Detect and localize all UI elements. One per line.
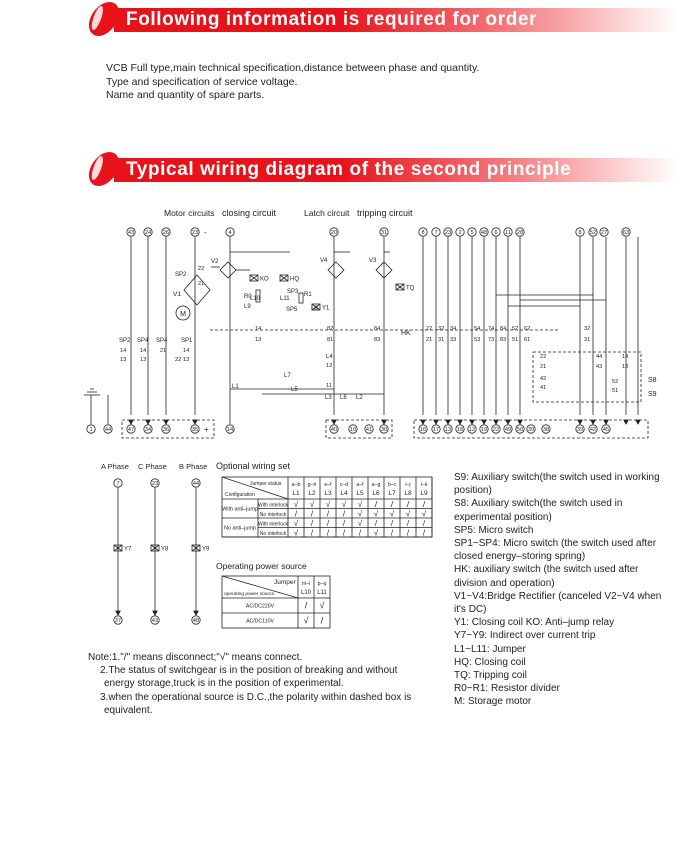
terminal-label: 10 [349, 427, 357, 434]
wire-number: 41 [540, 385, 547, 391]
legend-item: SP1~SP4: Micro switch (the switch used after closed energy–storing spring) [454, 538, 657, 563]
jumper-pair: c–d [339, 482, 349, 488]
notes [88, 651, 428, 717]
terminal-label: 22 [492, 427, 500, 434]
wire-number: 22 [175, 357, 182, 363]
cell-mark: / [390, 519, 394, 528]
terminal-label: 39 [527, 427, 535, 434]
power-header-jumper: Jumper [274, 579, 296, 586]
row-sub: No interlock [259, 531, 287, 537]
terminal-label: 50 [516, 427, 524, 434]
terminal-label: 4 [228, 230, 232, 237]
order-info-line: Name and quantity of spare parts. [106, 89, 265, 101]
wire-number: 14 [622, 354, 629, 360]
contact-label: SP5 [286, 307, 298, 313]
arrow-icon [494, 420, 498, 424]
contact-label: SP4 [137, 338, 149, 344]
group-name: With anti–jump [222, 506, 258, 513]
terminal-label: 24 [144, 230, 152, 237]
jumper-id: L2 [308, 490, 316, 497]
terminal-label: 40 [330, 427, 338, 434]
jumper-pair: e–f [324, 482, 332, 488]
note-item: 3.when the operational source is D.C.,the polarity within dashed box is equivalent. [100, 691, 412, 716]
wire-number: 14 [255, 326, 262, 332]
terminal-label: 16 [419, 427, 427, 434]
jumper-pair: a–g [371, 482, 381, 488]
wire-number: 13 [255, 337, 262, 343]
terminal-label: 8 [578, 230, 582, 237]
plus-sign: + [204, 425, 209, 434]
cell-mark: / [310, 519, 314, 528]
order-info-line: VCB Full type,main technical specification,distance between phase and quantity. [106, 62, 480, 74]
power-jumper-id: L10 [300, 590, 312, 596]
wire-number: 14 [183, 348, 190, 354]
legend [454, 471, 669, 709]
wire-number: 22 [426, 326, 433, 332]
jumper-id: L9 [420, 490, 428, 497]
wire-number: 43 [596, 364, 603, 370]
cell-mark: √ [309, 500, 315, 509]
cell-mark: / [390, 500, 394, 509]
legend-item: Y1: Closing coil KO: Anti–jump relay [454, 617, 615, 629]
motor-label: M [180, 311, 186, 318]
cell-mark: / [390, 528, 394, 538]
arrow-icon [421, 420, 425, 424]
contact-label: SP2 [175, 272, 187, 278]
cell-mark: / [406, 519, 410, 528]
terminal-label: 18 [456, 427, 464, 434]
contact-label: L4 [326, 354, 333, 360]
cell-mark: √ [373, 528, 379, 538]
arrow-icon [591, 420, 595, 424]
terminal-label: 8 [421, 230, 425, 237]
coil-label: Y1 [322, 305, 330, 312]
wire-number: 21 [426, 337, 433, 343]
cell-mark: / [326, 519, 330, 528]
arrow-icon [194, 611, 198, 615]
group-name: No anti–jump [224, 525, 256, 532]
terminal-label: 63 [622, 230, 630, 237]
jumper-pair: i–j [405, 482, 411, 488]
order-info-line: Type and specification of service voltage. [106, 75, 298, 88]
terminal-label: 45 [602, 427, 610, 434]
cell-mark: / [310, 509, 314, 519]
latch-circuit-label: Latch circuit [304, 208, 350, 218]
v3-label: V3 [369, 258, 377, 264]
terminal-label: 48 [480, 230, 488, 237]
arrow-icon [518, 420, 522, 424]
power-cell-mark: √ [303, 615, 309, 626]
legend-item: TQ: Tripping coil [454, 670, 527, 682]
bridge-rectifier-v2 [220, 262, 236, 278]
legend-item: HK: auxiliary switch (the switch used after division and operation) [454, 564, 639, 589]
cell-mark: / [422, 500, 426, 509]
wire-number: 84 [500, 326, 507, 332]
hk-label: HK [401, 330, 411, 337]
power-source-title: Operating power source [216, 561, 307, 571]
cell-mark: / [406, 528, 410, 538]
cell-mark: / [294, 509, 298, 519]
wire-number: 14 [140, 348, 147, 354]
contact-label: SP1 [181, 338, 193, 344]
terminal-label: 6 [494, 230, 498, 237]
wire-number: 21 [540, 364, 547, 370]
terminal-label: 14 [226, 427, 234, 434]
legend-item: S9: Auxiliary switch(the switch used in working position) [454, 472, 660, 497]
legend-item: V1~V4:Bridge Rectifier (canceled V2~V4 when it's DC) [454, 590, 662, 616]
contact-label: L8 [311, 306, 318, 312]
wire-number: 22 [198, 266, 205, 272]
jumper-pair: g–h [307, 482, 317, 488]
terminal-label: 34 [144, 427, 152, 434]
terminal-label: 23 [191, 230, 199, 237]
terminal-label: 38 [542, 427, 550, 434]
terminal-label: 30 [380, 427, 388, 434]
phase-label: C Phase [138, 462, 167, 471]
s9-label: S9 [648, 391, 657, 398]
terminal-label: 42 [589, 427, 597, 434]
power-cell-mark: / [320, 615, 324, 626]
power-jumper-id: L11 [317, 590, 327, 596]
wire-number: 13 [140, 357, 147, 363]
wire-number: 13 [120, 357, 127, 363]
wire-number: 42 [540, 376, 547, 382]
r1-label: R1 [304, 292, 312, 298]
arrow-icon [458, 420, 462, 424]
arrow-icon [129, 420, 133, 424]
tripping-circuit-label: tripping circuit [357, 208, 413, 218]
wire-number: 32 [438, 326, 445, 332]
note-item: 2.The status of switchgear is in the position of breaking and without energy storage,truck is in the position of experimental. [100, 665, 398, 690]
cell-mark: √ [421, 509, 427, 519]
cell-mark: / [342, 509, 346, 519]
cell-mark: / [342, 528, 346, 538]
cell-mark: / [374, 500, 378, 509]
wire-number: 13 [183, 357, 190, 363]
wire-number: 83 [500, 337, 507, 343]
wire-number: 21 [160, 348, 167, 354]
order-info-title: Following information is required for order [126, 9, 538, 30]
terminal-label: 52 [589, 230, 597, 237]
terminal-label: 47 [127, 427, 135, 434]
wiring-diagram-title: Typical wiring diagram of the second principle [126, 159, 572, 180]
contact-label: L9 [244, 304, 251, 310]
motor-circuits-label: Motor circuits [164, 208, 215, 218]
optional-wiring-title: Optional wiring set [216, 461, 291, 471]
legend-item: Y7~Y9: Indirect over current trip [454, 630, 596, 642]
jumper-id: L4 [340, 490, 348, 497]
legend-item: HQ: Closing coil [454, 656, 526, 668]
jumper-pair: b–c [387, 482, 397, 488]
arrow-icon [146, 420, 150, 424]
terminal-label: 23 [151, 481, 159, 488]
arrow-icon [506, 420, 510, 424]
table-header-jumper: Jumper status [250, 481, 282, 487]
wire-number: 53 [474, 337, 481, 343]
jumper-id: L3 [324, 490, 332, 497]
coil-label: Y7 [124, 546, 132, 553]
wire-number: 22 [540, 354, 547, 360]
terminal-label: 37 [114, 618, 122, 625]
terminal-label: 44 [192, 481, 200, 488]
coil-label: Y9 [202, 546, 210, 553]
terminal-label: 7 [434, 230, 438, 237]
power-source-name: AC/DC220V [245, 603, 275, 610]
terminal-label: 43 [127, 230, 135, 237]
wire-number: 14 [120, 348, 127, 354]
terminal-label: 49 [504, 427, 512, 434]
wire-number: 73 [488, 337, 495, 343]
cell-mark: √ [293, 519, 299, 528]
contact-label: L7 [284, 373, 291, 379]
terminal-label: 35 [191, 427, 199, 434]
contact-label: L11 [280, 296, 290, 302]
r0-label: R0 [244, 294, 252, 300]
jumper-pair: a–b [291, 482, 301, 488]
terminal-label: 43 [151, 618, 159, 625]
wire-number: 32 [584, 326, 591, 332]
legend-item: M: Storage motor [454, 696, 532, 708]
wire-number: 44 [596, 354, 603, 360]
wire-number: 84 [374, 326, 381, 332]
coil-label: HQ [290, 276, 299, 283]
cell-mark: / [326, 509, 330, 519]
contact-label: L2 [356, 395, 363, 401]
note-item: Note:1."/" means disconnect;"√" means connect. [88, 652, 303, 663]
cell-mark: √ [357, 509, 363, 519]
cell-mark: √ [293, 500, 299, 509]
jumper-id: L1 [292, 490, 300, 497]
arrow-icon [153, 611, 157, 615]
contact-label: L1 [232, 384, 239, 390]
coil-label: TQ [406, 285, 415, 292]
wire-number: 31 [584, 337, 591, 343]
arrow-icon [434, 420, 438, 424]
arrow-icon [332, 420, 336, 424]
power-jumper-pair: p–q [317, 581, 327, 587]
wire-number: 54 [474, 326, 481, 332]
jumper-id: L7 [388, 490, 396, 497]
cell-mark: √ [293, 528, 299, 538]
cell-mark: / [406, 500, 410, 509]
jumper-id: L6 [372, 490, 380, 497]
wire-number: 61 [524, 337, 531, 343]
arrow-icon [604, 420, 608, 424]
cell-mark: √ [357, 500, 363, 509]
minus-sign: - [204, 228, 207, 237]
terminal-label: 5 [470, 230, 474, 237]
contact-label: L6 [340, 395, 347, 401]
terminal-label: 17 [432, 427, 440, 434]
cell-mark: / [374, 519, 378, 528]
v1-label: V1 [173, 291, 181, 298]
jumper-id: L5 [356, 490, 364, 497]
terminal-label: 27 [600, 230, 608, 237]
wire-number: 62 [524, 326, 531, 332]
terminal-label: 36 [162, 427, 170, 434]
legend-item: S8: Auxiliary switch(the switch used in experimental position) [454, 498, 623, 523]
contact-label: L3 [325, 395, 332, 401]
jumper-pair: l–k [420, 482, 428, 488]
closing-circuit-label: closing circuit [222, 208, 277, 218]
wire-number: 51 [612, 388, 619, 394]
wire-number: 83 [374, 337, 381, 343]
wire-number: 51 [512, 337, 519, 343]
legend-item: L1~L11: Jumper [454, 643, 526, 655]
power-source-name: AC/DC110V [246, 618, 274, 625]
cell-mark: √ [357, 519, 363, 528]
bridge-rectifier-v4 [328, 262, 344, 278]
terminal-label: 48 [192, 618, 200, 625]
wire-number: 74 [488, 326, 495, 332]
cell-mark: / [422, 528, 426, 538]
legend-item: SP5: Micro switch [454, 524, 534, 536]
terminal-label: 31 [380, 230, 388, 237]
coil-label: KO [260, 276, 269, 283]
table-header-config: Configuration [225, 492, 255, 498]
arrow-icon [446, 420, 450, 424]
contact-label: SP3 [287, 289, 299, 295]
power-jumper-pair: m–l [301, 581, 311, 587]
arrow-icon [382, 420, 386, 424]
terminal-label: 1 [89, 427, 93, 434]
cell-mark: √ [325, 500, 331, 509]
cell-mark: √ [405, 509, 411, 519]
contact-label: SP2 [119, 338, 131, 344]
terminal-label: 7 [116, 481, 120, 488]
cell-mark: / [326, 528, 330, 538]
terminal-label: 2 [458, 230, 462, 237]
arrow-icon [116, 611, 120, 615]
cell-mark: / [342, 519, 346, 528]
arrow-icon [193, 420, 197, 424]
cell-mark: √ [341, 500, 347, 509]
wire-number: 13 [622, 364, 629, 370]
cell-mark: / [422, 519, 426, 528]
terminal-label: 13 [444, 427, 452, 434]
wire-number: 21 [198, 281, 205, 287]
arrow-icon [578, 420, 582, 424]
jumper-pair: a–f [356, 482, 364, 488]
bridge-rectifier-v1 [184, 275, 210, 305]
wire-number: 12 [326, 363, 333, 369]
terminal-label: 12 [468, 427, 476, 434]
arrow-icon [482, 420, 486, 424]
terminal-label: 19 [480, 427, 488, 434]
cell-mark: √ [373, 509, 379, 519]
arrow-icon [636, 420, 640, 424]
v2-label: V2 [211, 259, 219, 265]
arrow-icon [470, 420, 474, 424]
arrow-icon [624, 420, 628, 424]
jumper-id: L8 [404, 490, 412, 497]
phase-label: A Phase [101, 462, 129, 471]
terminal-label: 20 [330, 230, 338, 237]
wire-number: 31 [438, 337, 445, 343]
resistor-r1 [299, 293, 303, 303]
terminal-label: 39 [576, 427, 584, 434]
terminal-label: 41 [365, 427, 373, 434]
terminal-label: 11 [505, 230, 511, 237]
s8-label: S8 [648, 377, 657, 384]
terminal-label: 26 [162, 230, 170, 237]
terminal-label: 44 [104, 427, 112, 434]
power-cell-mark: √ [319, 600, 325, 611]
row-sub: With interlock [257, 502, 289, 509]
wire-number: 81 [327, 337, 334, 343]
wire-number: 52 [612, 379, 619, 385]
wire-number: 52 [512, 326, 519, 332]
contact-label: SP4 [156, 338, 168, 344]
arrow-icon [164, 420, 168, 424]
wire-number: 11 [326, 383, 332, 389]
row-sub: With interlock [257, 521, 289, 528]
wire-number: 82 [327, 326, 334, 332]
cell-mark: / [358, 528, 362, 538]
cell-mark: / [310, 528, 314, 538]
terminal-label: 23 [444, 230, 452, 237]
cell-mark: √ [389, 509, 395, 519]
v4-label: V4 [320, 258, 328, 264]
legend-item: R0~R1: Resistor divider [454, 683, 560, 695]
coil-label: Y8 [161, 546, 169, 553]
row-sub: No interlock [259, 512, 287, 518]
wire-number: 34 [450, 326, 457, 332]
contact-label: L10 [250, 296, 261, 302]
phase-label: B Phase [179, 462, 208, 471]
power-cell-mark: / [304, 600, 308, 611]
wire-number: 33 [450, 337, 457, 343]
terminal-label: 28 [516, 230, 524, 237]
contact-label: L5 [291, 387, 298, 393]
power-header-source: operating power source [224, 592, 275, 597]
